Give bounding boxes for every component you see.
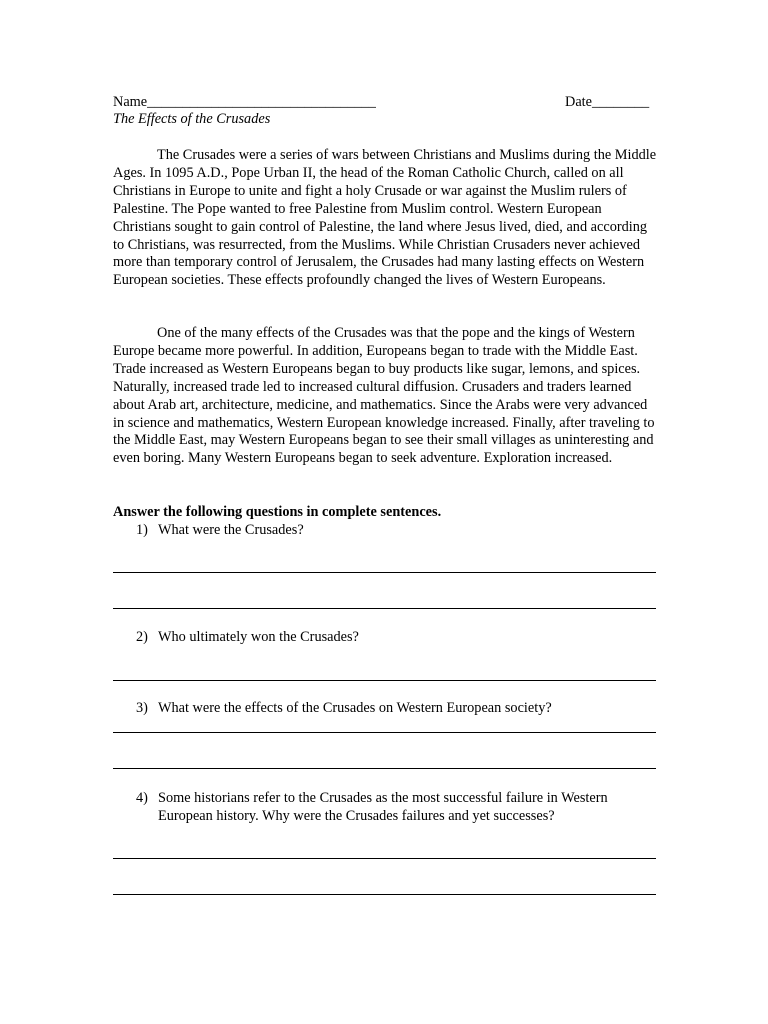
question-text: What were the effects of the Crusades on Western European society? (158, 700, 552, 716)
question-text: Some historians refer to the Crusades as the most successful failure in Western European history. Why were the Crusades failures and yet successes? (158, 790, 608, 824)
paragraph-intro: The Crusades were a series of wars between Christians and Muslims during the Middle Ages. In 1095 A.D., Pope Urban II, the head of the Roman Catholic Church, called on all Christians in Europe to unite and fight a holy Crusade or war against the Muslim rulers of Palestine. The Pope wanted to free Palestine from Muslim control. Western European Christians sought to gain control of Palestine, the land where Jesus lived, died, and according to Christians, was resurrected, from the Muslims. While Christian Crusaders never achieved more than temporary control of Jerusalem, the Crusades had many lasting effects on Western European societies. These effects profoundly changed the lives of Western Europeans. (113, 147, 657, 289)
name-field-label: Name________________________________ (113, 94, 376, 110)
question-number: 2) (136, 629, 148, 645)
question-number: 1) (136, 522, 148, 538)
instructions: Answer the following questions in complete sentences. (113, 504, 442, 520)
question-number: 3) (136, 700, 148, 716)
question-2 (136, 629, 656, 647)
question-text: What were the Crusades? (158, 522, 304, 538)
answer-line[interactable] (113, 732, 656, 733)
question-text: Who ultimately won the Crusades? (158, 629, 359, 645)
question-4 (136, 790, 656, 826)
answer-line[interactable] (113, 894, 656, 895)
answer-line[interactable] (113, 572, 656, 573)
answer-line[interactable] (113, 858, 656, 859)
paragraph-effects: One of the many effects of the Crusades was that the pope and the kings of Western Europe became more powerful. In addition, Europeans began to trade with the Middle East. Trade increased as Western Europeans began to buy products like sugar, lemons, and spices. Naturally, increased trade led to increased cultural diffusion. Crusaders and traders learned about Arab art, architecture, medicine, and mathematics. Since the Arabs were very advanced in science and mathematics, Western European knowledge increased. Finally, after traveling to the Middle East, may Western Europeans began to see their small villages as uninteresting and even boring. Many Western Europeans began to seek adventure. Exploration increased. (113, 325, 655, 467)
question-number: 4) (136, 790, 148, 806)
answer-line[interactable] (113, 680, 656, 681)
answer-line[interactable] (113, 608, 656, 609)
date-field-label: Date________ (565, 94, 650, 110)
question-3 (136, 700, 656, 718)
question-1 (136, 522, 656, 540)
worksheet-title: The Effects of the Crusades (113, 111, 271, 127)
answer-line[interactable] (113, 768, 656, 769)
